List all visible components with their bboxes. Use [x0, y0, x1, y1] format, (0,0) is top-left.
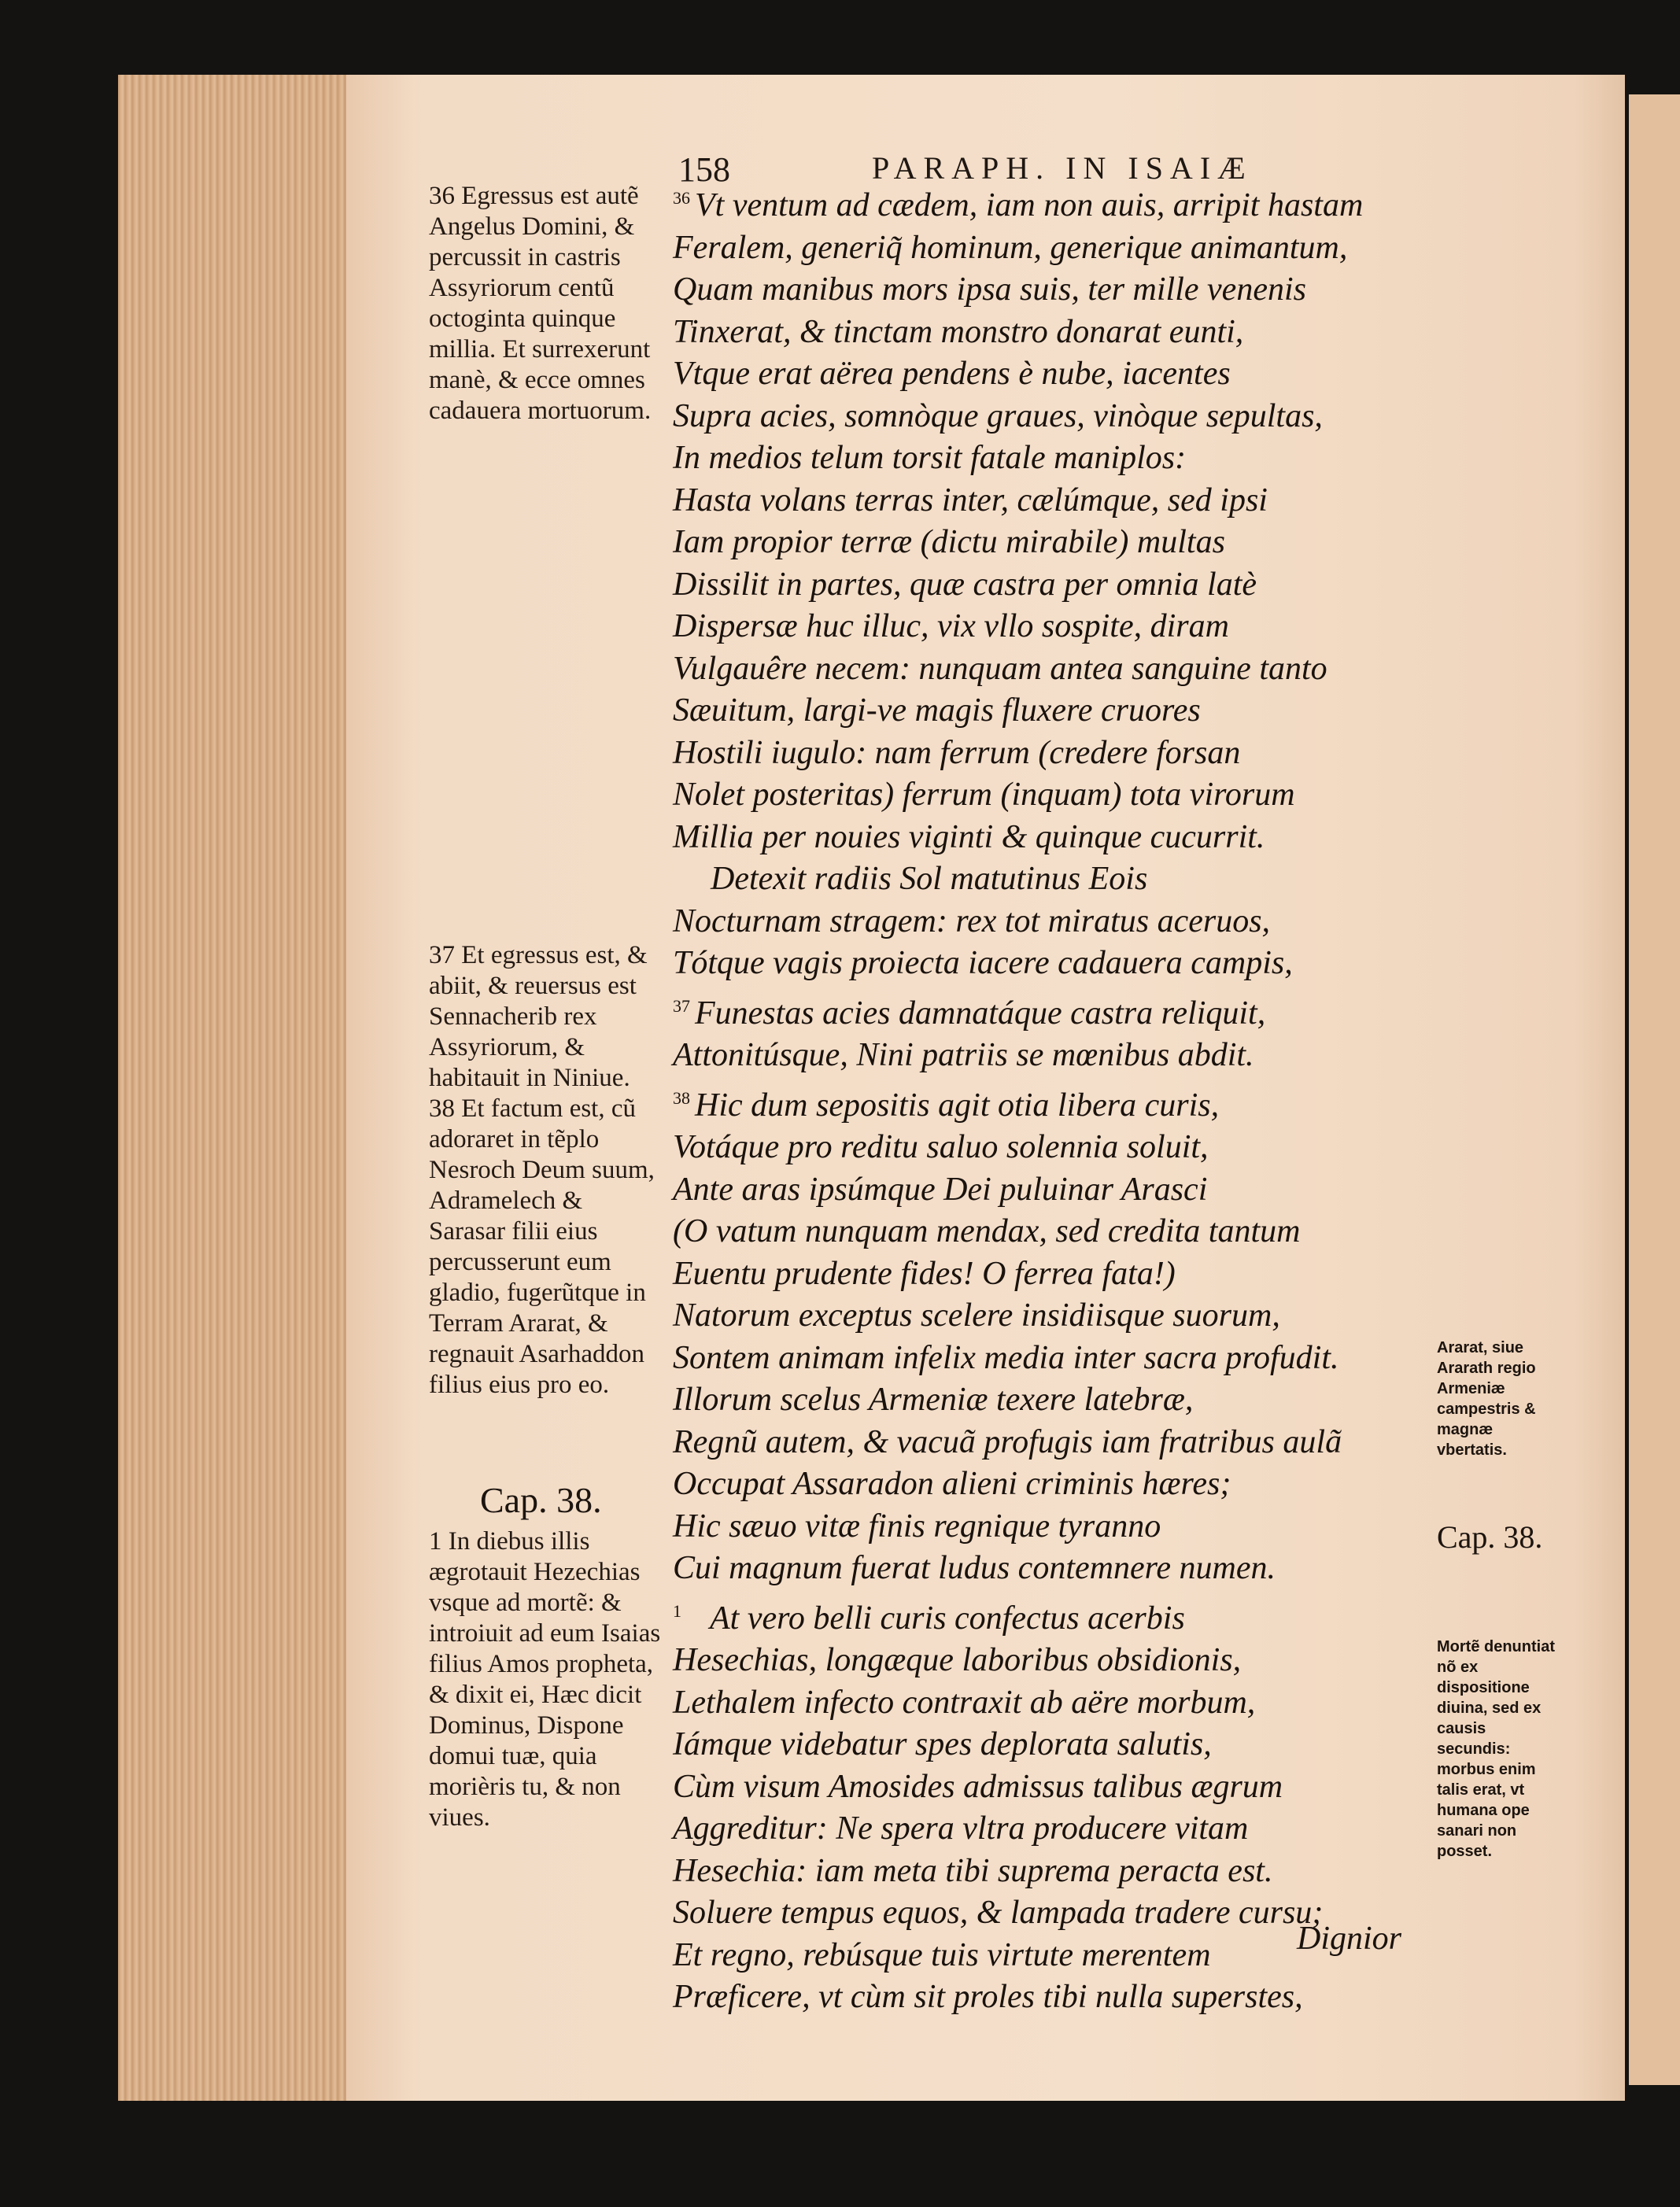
verse-number: 38	[673, 1087, 690, 1108]
verse-line: Votáque pro reditu saluo solennia soluit,	[673, 1129, 1209, 1165]
verse-line: Præficere, vt cùm sit proles tibi nulla superstes,	[673, 1979, 1303, 2015]
verse-number: 37	[673, 995, 690, 1016]
verse-line: Occupat Assaradon alieni criminis hæres;	[673, 1466, 1231, 1502]
verse-line: Vulgauêre necem: nunquam antea sanguine tanto	[673, 650, 1327, 687]
verse-line: Natorum exceptus scelere insidiisque suorum,	[673, 1297, 1280, 1334]
verse-line: $^1$ At vero belli curis confectus acerbis	[673, 1600, 1185, 1637]
left-margin-note-37: 37 Et egressus est, & abiit, & reuersus est Sennacherib rex Assyriorum, & habitauit in Niniue.	[429, 941, 648, 1092]
verse-line: Hesechias, longæque laboribus obsidionis,	[673, 1642, 1242, 1678]
left-margin-note-1: 1 In diebus illis ægrotauit Hezechias vsque ad mortẽ: & introiuit ad eum Isaias filius Amos propheta, & dixit ei, Hæc dicit Dominus, Dispone domui tuæ, quia morièris tu, & non viues.	[429, 1527, 661, 1832]
verse-line: Tinxerat, & tinctam monstro donarat eunti,	[673, 313, 1244, 350]
verse-line: Aggreditur: Ne spera vltra producere vitam	[673, 1810, 1249, 1847]
verse-line: Hostili iugulo: nam ferrum (credere forsan	[673, 734, 1241, 771]
main-verse-text	[673, 177, 1460, 2019]
verse-line: Attonitúsque, Nini patriis se mœnibus abdit.	[673, 1037, 1254, 1073]
verse-line: Illorum scelus Armeniæ texere latebræ,	[673, 1382, 1194, 1418]
running-head: PARAPH. IN ISAIÆ	[872, 150, 1253, 186]
verse-line: Hic sæuo vitæ finis regnique tyranno	[673, 1508, 1161, 1545]
verse-line: Millia per nouies viginti & quinque cucurrit.	[673, 818, 1265, 855]
verse-line: Euentu prudente fides! O ferrea fata!)	[673, 1255, 1176, 1292]
page-number: 158	[678, 150, 730, 189]
verse-line: Vtque erat aërea pendens è nube, iacentes	[673, 356, 1231, 392]
right-margin-note-mors: Mortẽ denuntiat nõ ex dispositione diuina, sed ex causis secundis: morbus enim talis erat, vt humana ope sanari non posset.	[1437, 1638, 1555, 1860]
verse-line: Hasta volans terras inter, cælúmque, sed ipsi	[673, 482, 1268, 519]
left-margin-note-36: 36 Egressus est autẽ Angelus Domini, & percussit in castris Assyriorum centũ octoginta quinque millia. Et surrexerunt manè, & ecce omnes cadauera mortuorum.	[429, 182, 652, 425]
verse-line: Dispersæ huc illuc, vix vllo sospite, diram	[673, 608, 1229, 644]
verse-line: Cui magnum fuerat ludus contemnere numen.	[673, 1550, 1276, 1586]
verse-line: Tótque vagis proiecta iacere cadauera campis,	[673, 945, 1293, 981]
verse-number: 1	[673, 1600, 681, 1621]
facing-page-edge	[1629, 94, 1680, 2085]
verse-line: Iam propior terræ (dictu mirabile) multas	[673, 524, 1225, 560]
chapter-heading-left: Cap. 38.	[480, 1480, 602, 1520]
verse-line: Et regno, rebúsque tuis virtute merentem	[673, 1936, 1211, 1973]
left-margin-note-38: 38 Et factum est, cũ adoraret in tẽplo Nesroch Deum suum, Adramelech & Sarasar filii eius percusserunt eum gladio, fugerũtque in Terram Ararat, & regnauit Asarhaddon filius eius pro eo.	[429, 1094, 655, 1399]
verse-line: Sæuitum, largi-ve magis fluxere cruores	[673, 692, 1201, 729]
verse-line: Quam manibus mors ipsa suis, ter mille venenis	[673, 271, 1306, 308]
verse-line: Feralem, generiq̃ hominum, generique animantum,	[673, 229, 1348, 266]
verse-line: Iámque videbatur spes deplorata salutis,	[673, 1726, 1212, 1762]
verse-number: 36	[673, 188, 690, 208]
verse-line: Dissilit in partes, quæ castra per omnia latè	[673, 566, 1257, 603]
verse-line: Nocturnam stragem: rex tot miratus aceruos,	[673, 902, 1271, 939]
verse-line: Nolet posteritas) ferrum (inquam) tota virorum	[673, 777, 1295, 813]
book-page-edges	[118, 75, 366, 2101]
verse-line: $^{38}$ Hic dum sepositis agit otia libera curis,	[673, 1087, 1220, 1124]
verse-line: Ante aras ipsúmque Dei puluinar Arasci	[673, 1171, 1208, 1208]
verse-line: (O vatum nunquam mendax, sed credita tantum	[673, 1213, 1301, 1249]
verse-line: In medios telum torsit fatale maniplos:	[673, 440, 1187, 476]
verse-line: Lethalem infecto contraxit ab aëre morbum,	[673, 1684, 1256, 1721]
chapter-heading-right: Cap. 38.	[1437, 1519, 1543, 1555]
verse-line: Cùm visum Amosides admissus talibus ægrum	[673, 1768, 1283, 1805]
verse-line: Soluere tempus equos, & lampada tradere cursu;	[673, 1895, 1324, 1931]
right-margin-note-ararat: Ararat, siue Ararath regio Armeniæ campestris & magnæ vbertatis.	[1437, 1339, 1536, 1459]
verse-line: $^{37}$ Funestas acies damnatáque castra reliquit,	[673, 995, 1266, 1032]
verse-line: Sontem animam infelix media inter sacra profudit.	[673, 1339, 1339, 1376]
verse-line: Regnũ autem, & vacuã profugis iam fratribus aulã	[673, 1423, 1342, 1460]
verse-line: Hesechia: iam meta tibi suprema peracta est.	[673, 1852, 1273, 1889]
verse-line: Supra acies, somnòque graues, vinòque sepultas,	[673, 397, 1323, 434]
catchword: Dignior	[1297, 1921, 1402, 1957]
verse-line: $^{36}$ Vt ventum ad cædem, iam non auis, arripit hastam	[673, 187, 1364, 223]
verse-line: Detexit radiis Sol matutinus Eois	[711, 861, 1148, 897]
